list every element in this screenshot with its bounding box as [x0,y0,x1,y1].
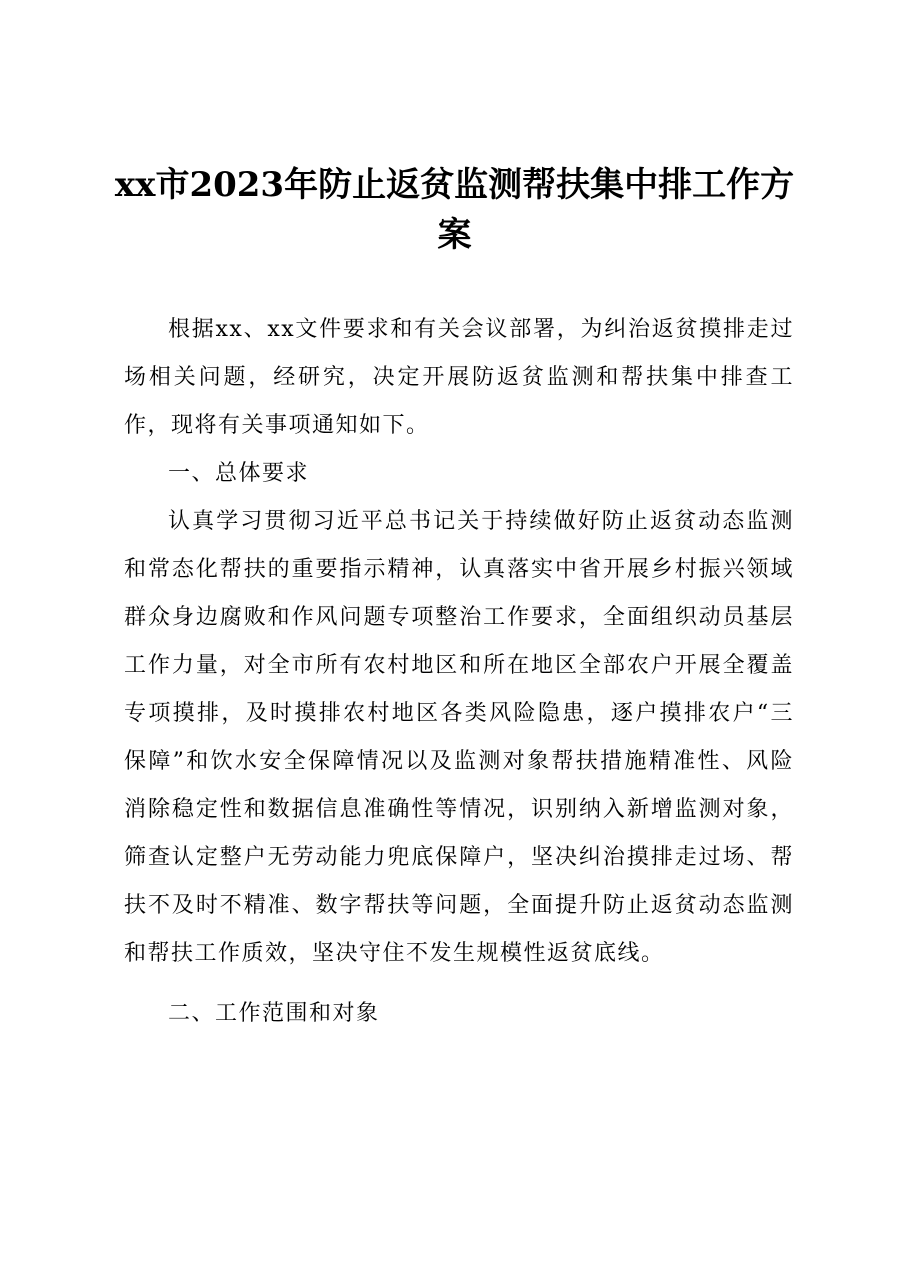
document-title [100,160,809,260]
section-spacer [124,978,794,990]
section-1-paragraph: 认真学习贯彻习近平总书记关于持续做好防止返贫动态监测和常态化帮扶的重要指示精神，认真落实中省开展乡村振兴领域群众身边腐败和作风问题专项整治工作要求，全面组织动员基层工作力量，对全市所有农村地区和所在地区全部农户开展全覆盖专项摸排，及时摸排农村地区各类风险隐患，逐户摸排农户“三保障”和饮水安全保障情况以及监测对象帮扶措施精准性、风险消除稳定性和数据信息准确性等情况，识别纳入新增监测对象，筛查认定整户无劳动能力兜底保障户，坚决纠治摸排走过场、帮扶不及时不精准、数字帮扶等问题，全面提升防止返贫动态监测和帮扶工作质效，坚决守住不发生规模性返贫底线。 [124,509,794,966]
document-body [124,306,794,1038]
document-title-line-1: xx市2023年防止返贫监测帮扶集中排工作方 [114,165,795,205]
section-1-heading: 一、总体要求 [168,461,310,486]
intro-paragraph: 根据xx、xx文件要求和有关会议部署，为纠治返贫摸排走过场相关问题，经研究，决定开展防返贫监测和帮扶集中排查工作，现将有关事项通知如下。 [124,317,794,438]
section-2-heading: 二、工作范围和对象 [168,1001,380,1026]
document-title-line-2: 案 [437,215,472,255]
